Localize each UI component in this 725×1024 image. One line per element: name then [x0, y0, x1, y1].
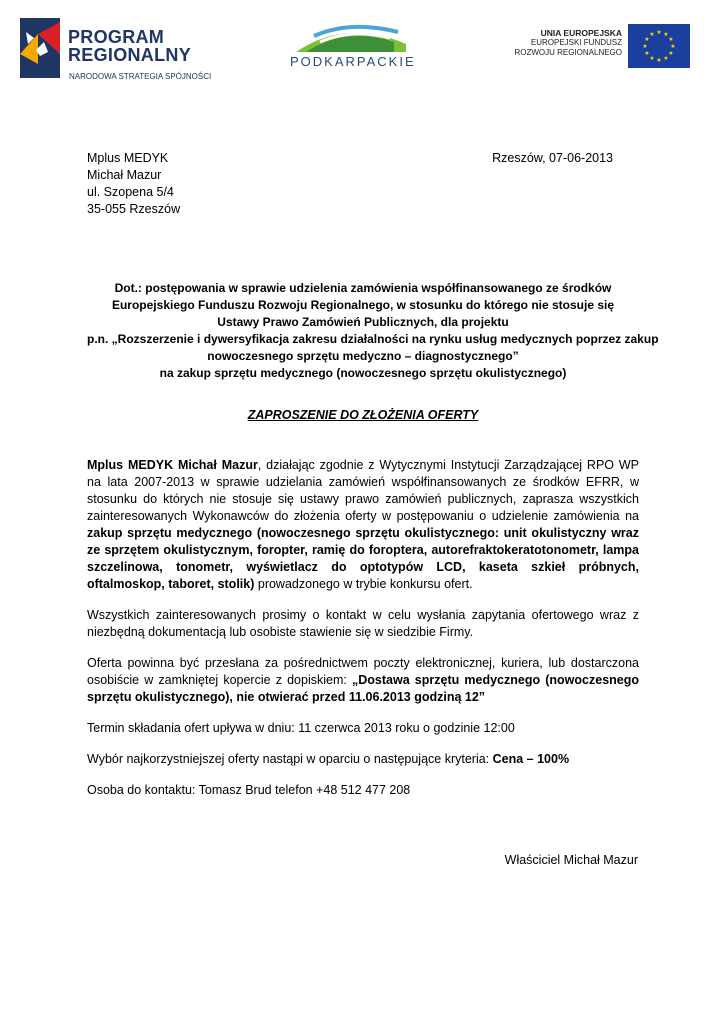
svg-text:★: ★: [668, 36, 674, 43]
envelope-note: „Dostawa sprzętu medycznego (nowoczesnego sprzętu okulistycznego), nie otwierać przed 11.06.2013 godziną 12”: [87, 673, 640, 704]
subject-line: Dot.: postępowania w sprawie udzielenia zamówienia współfinansowanego ze środków: [114, 281, 612, 295]
svg-text:★: ★: [656, 57, 662, 64]
subject-line: p.n. „Rozszerzenie i dywersyfikacja zakresu działalności na rynku usług medycznych poprzez zakup: [87, 332, 659, 346]
equipment-list: zakup sprzętu medycznego (nowoczesnego sprzętu okulistycznego: unit okulistyczny wraz ze sprzętem okulistycznym, foropter, ramię do foroptera, autorefraktokeratotonometr, lampa szczelinowa, tonometr, wyświetlacz do optotypów LCD, kaseta szkieł próbnych, oftalmoskop, taboret, stolik): [87, 526, 639, 591]
p1-end: prowadzonego w trybie konkursu ofert.: [254, 577, 473, 591]
subject-line: Ustawy Prawo Zamówień Publicznych, dla projektu: [217, 315, 509, 329]
svg-text:★: ★: [649, 31, 655, 38]
sender-company: Mplus MEDYK: [87, 151, 169, 165]
invitation-title: ZAPROSZENIE DO ZŁOŻENIA OFERTY: [247, 408, 479, 422]
sender-street: ul. Szopena 5/4: [87, 185, 174, 199]
signature: Właściciel Michał Mazur: [504, 853, 638, 867]
svg-text:★: ★: [644, 36, 650, 43]
subject-line: Europejskiego Funduszu Rozwoju Regionalnego, w stosunku do którego nie stosuje się: [111, 298, 615, 312]
logo-line-1: PROGRAM: [68, 27, 165, 47]
sender-name: Michał Mazur: [87, 168, 162, 182]
svg-text:★: ★: [656, 29, 662, 36]
svg-text:★: ★: [649, 55, 655, 62]
p1-text: , działając zgodnie z Wytycznymi Instytucji Zarządzającej RPO WP na lata 2007-2013 w sprawie udzielania zamówień współfinansowanych ze środków EFRR, w stosunku do których nie stosuje się ustawy prawo zamówień publicznych, zaprasza wszystkich zainteresowanych Wykonawców do złożenia oferty w postępowaniu o udzielenie zamówienia na: [87, 458, 639, 523]
svg-text:★: ★: [642, 43, 648, 50]
body-paragraph-3: [87, 655, 639, 706]
eu-text: [514, 28, 622, 58]
body-paragraph-4: Termin składania ofert upływa w dniu: 11 czerwca 2013 roku o godzinie 12:00: [87, 721, 515, 735]
svg-text:★: ★: [644, 50, 650, 57]
eu-logo: [506, 24, 690, 72]
eu-flag-icon: [628, 24, 690, 68]
mountains-icon: [286, 22, 426, 54]
body-paragraph-6: Osoba do kontaktu: Tomasz Brud telefon +48 512 477 208: [87, 783, 411, 797]
body-paragraph-1: [87, 457, 639, 593]
company-name: Mplus MEDYK Michał Mazur: [87, 458, 258, 472]
logo-line-2: REGIONALNY: [68, 45, 192, 65]
body-paragraph-2: Wszystkich zainteresowanych prosimy o kontakt w celu wysłania zapytania ofertowego wraz z niezbędną dokumentacją lub osobiste stawienie się w siedzibie Firmy.: [87, 608, 639, 639]
program-regionalny-logo: [16, 14, 216, 84]
sender-city: 35-055 Rzeszów: [87, 202, 181, 216]
svg-text:★: ★: [663, 55, 669, 62]
logo-line-3: NARODOWA STRATEGIA SPÓJNOŚCI: [69, 72, 212, 81]
podkarpackie-wordmark: PODKARPACKIE: [290, 54, 416, 69]
letter-date: Rzeszów, 07-06-2013: [492, 151, 613, 165]
p3-text: Oferta powinna być przesłana za pośrednictwem poczty elektronicznej, kuriera, lub dostarczona osobiście w zamkniętej kopercie z dopiskiem:: [87, 656, 639, 687]
body-paragraph-5: [87, 751, 639, 768]
criteria: Cena – 100%: [492, 752, 570, 766]
podkarpackie-logo: [286, 22, 426, 74]
subject-line: nowoczesnego sprzętu medyczno – diagnostycznego”: [207, 349, 519, 363]
nss-emblem-icon: [16, 14, 64, 82]
letter-body: [87, 457, 639, 813]
svg-text:★: ★: [670, 43, 676, 50]
svg-text:★: ★: [663, 31, 669, 38]
p5-text: Wybór najkorzystniejszej oferty nastąpi w oparciu o następujące kryteria:: [87, 752, 493, 766]
document-header: [0, 0, 725, 100]
eu-line-1: UNIA EUROPEJSKA: [540, 28, 622, 38]
eu-line-3: ROZWOJU REGIONALNEGO: [514, 48, 622, 57]
eu-line-2: EUROPEJSKI FUNDUSZ: [530, 38, 622, 47]
letter-subject: [87, 280, 659, 382]
svg-text:★: ★: [668, 50, 674, 57]
subject-line: na zakup sprzętu medycznego (nowoczesnego sprzętu okulistycznego): [159, 366, 567, 380]
